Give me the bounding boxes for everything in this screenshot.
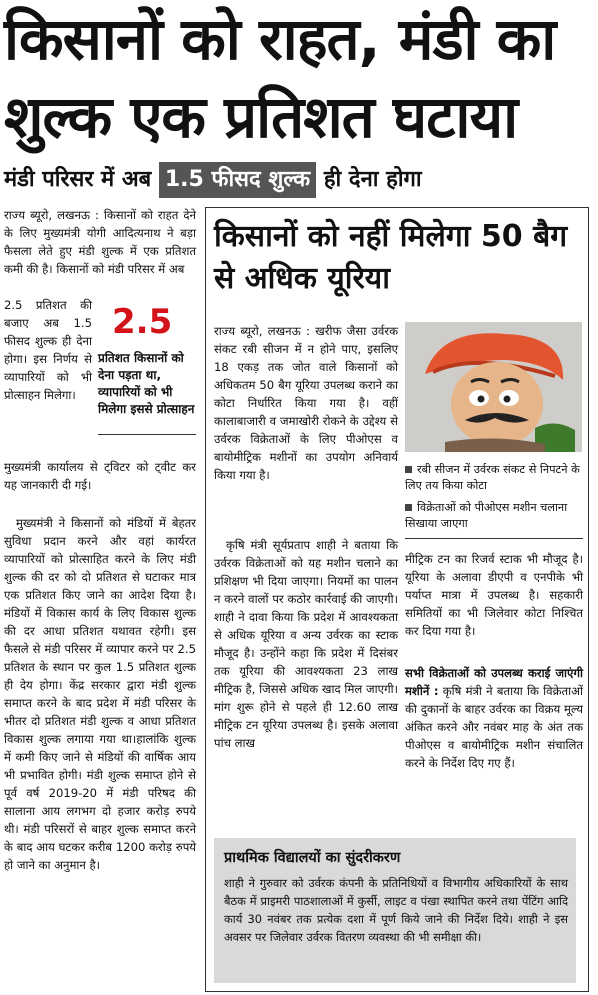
caption-2-text: विक्रेताओं को पीओएस मशीन चलाना सिखाया जाएगा bbox=[405, 501, 568, 530]
urea-story-headline: किसानों को नहीं मिलेगा 50 बैग से अधिक यूरिया bbox=[214, 219, 568, 296]
subheadline-highlight: 1.5 फीसद शुल्क bbox=[159, 162, 316, 198]
urea-story-col2-cont bbox=[405, 664, 583, 772]
sub-headline bbox=[4, 162, 594, 198]
main-story-intro-end: मुख्यमंत्री कार्यालय से ट्विटर को ट्वीट कर यह जानकारी दी गई। bbox=[4, 460, 196, 492]
subheadline-after: ही देना होगा bbox=[323, 167, 422, 192]
urea-story-col2: मीट्रिक टन का रिजर्व स्टाक भी मौजूद है। यूरिया के अलावा डीएपी व एनपीके भी पर्याप्त मात्रा में उपलब्ध है। सहकारी समितियों का भी जिलेवार कोटा निश्चित कर दिया गया है। bbox=[405, 552, 583, 638]
main-story-intro-left: 2.5 प्रतिशत की बजाए अब 1.5 फीसद शुल्क ही देना होगा। इस निर्णय से व्यापारियों को भी प्रोत्साहन मिलेगा। bbox=[4, 298, 92, 402]
urea-story-caption-2 bbox=[405, 500, 583, 532]
headline-line-2: शुल्क एक प्रतिशत घटाया bbox=[4, 83, 518, 151]
subheadline-before: मंडी परिसर में अब bbox=[4, 167, 152, 192]
inset-body: शाही ने गुरुवार को उर्वरक कंपनी के प्रतिनिधियों व विभागीय अधिकारियों के साथ बैठक में प्राइमरी पाठशालाओं में कुर्सी, लाइट व पंखा स्थापित करने तथा पेंटिंग आदि कार्य 30 नवंबर तक प्रत्येक दशा में पूर्ण किये जाने की निर्देश दिये। शाही ने इस अवसर पर जिलेवार उर्वरक वितरण व्यवस्था की भी समीक्षा की। bbox=[224, 876, 568, 944]
callout-text: प्रतिशत किसानों को देना पड़ता था, व्यापारियों को भी मिलेगा इससे प्रोत्साहन bbox=[98, 351, 195, 416]
callout-number: 2.5 bbox=[112, 302, 173, 342]
page-headline bbox=[4, 0, 594, 156]
callout-divider bbox=[98, 434, 196, 435]
inset-headline: प्राथमिक विद्यालयों का सुंदरीकरण bbox=[224, 850, 401, 866]
caption-divider bbox=[405, 538, 583, 539]
urea-story-caption-1 bbox=[405, 462, 583, 494]
urea-story-subhead: सभी विक्रेताओं को उपलब्ध कराई जाएंगी मशीनें : bbox=[405, 666, 583, 698]
urea-story-col1-cont: कृषि मंत्री सूर्यप्रताप शाही ने बताया कि उर्वरक विक्रेताओं को यह मशीन चलाने का प्रशिक्षण भी दिया जाएगा। नियमों का पालन न करने वालों पर कठोर कार्रवाई की जाएगी। शाही ने दावा किया कि प्रदेश में आवश्यकता से अधिक यूरिया व अन्य उर्वरक का स्टाक मौजूद है। उन्होंने कहा कि प्रदेश में दिसंबर तक यूरिया की आवश्यकता 23 लाख मीट्रिक है, जिससे अधिक खाद मिल जाएगी। मांग शुरू होने से पहले ही 12.60 लाख मीट्रिक टन यूरिया उपलब्ध है। इसके अलावा पांच लाख bbox=[214, 538, 398, 750]
urea-story-col1: राज्य ब्यूरो, लखनऊ : खरीफ जैसा उर्वरक संकट रबी सीजन में न होने पाए, इसलिए 18 एकड़ तक जोत वाले किसानों को अधिकतम 50 बैग यूरिया उपलब्ध कराने का कोटा निर्धारित किया गया है। वहीं कालाबाजारी व जमाखोरी रोकने के उद्देश्य से उर्वरक विक्रेताओं के लिए पीओएस व बायोमीट्रिक मशीनों का उपयोग अनिवार्य किया गया है। bbox=[214, 324, 398, 482]
farmer-illustration bbox=[405, 322, 582, 452]
farmer-cartoon-icon bbox=[405, 322, 582, 452]
main-story-intro: राज्य ब्यूरो, लखनऊ : किसानों को राहत देने के लिए मुख्यमंत्री योगी आदित्यनाथ ने बड़ा फैसला लेते हुए मंडी शुल्क में एक प्रतिशत कमी की है। किसानों को मंडी परिसर में अब bbox=[4, 208, 196, 276]
main-story-body: मुख्यमंत्री ने किसानों को मंडियों में बेहतर सुविधा प्रदान करने और वहां कार्यरत व्यापारियों को प्रोत्साहित करने के लिए मंडी शुल्क की दर को दो प्रतिशत से घटाकर मात्र एक प्रतिशत किए जाने का आदेश दिया है। मंडियों में विकास कार्य के लिए विकास शुल्क की दर आधा प्रतिशत यथावत रहेगी। इस फैसले से मंडी परिसर में व्यापार करने पर 2.5 प्रतिशत के स्थान पर कुल 1.5 प्रतिशत शुल्क ही देय होगा। केंद्र सरकार द्वारा मंडी शुल्क समाप्त करने के बाद प्रदेश में मंडी परिसर के भीतर दो प्रतिशत मंडी शुल्क व आधा प्रतिशत विकास शुल्क लगाया गया था।हालांकि शुल्क में कमी किए जाने से मंडियों की वार्षिक आय भी प्रभावित होगी। मंडी शुल्क समाप्त होने से पूर्व वर्ष 2019-20 में मंडी परिषद की सालाना आय लगभग दो हजार करोड़ रुपये थी। मंडी परिसरों से बाहर शुल्क समाप्त करने के बाद आय घटकर करीब 1200 करोड़ रुपये हो जाने का अनुमान है। bbox=[4, 516, 196, 872]
headline-line-1: किसानों को राहत, मंडी का bbox=[4, 5, 556, 73]
bullet-icon bbox=[405, 466, 412, 473]
bullet-icon bbox=[405, 504, 412, 511]
urea-story-col2-text: कृषि मंत्री ने बताया कि विक्रेताओं की दुकानों के बाहर उर्वरक का विक्रय मूल्य अंकित करने और नवंबर माह के अंत तक पीओएस व बायोमीट्रिक मशीन संचालित करने के निर्देश दिए गए हैं। bbox=[405, 684, 583, 770]
caption-1-text: रबी सीजन में उर्वरक संकट से निपटने के लिए तय किया कोटा bbox=[405, 463, 580, 492]
